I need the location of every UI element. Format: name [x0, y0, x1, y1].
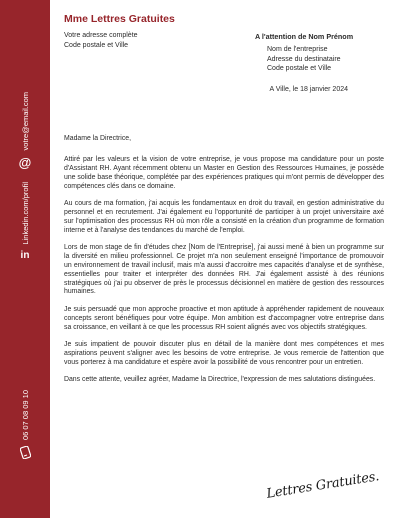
salutation: Madame la Directrice,	[64, 135, 132, 142]
sender-address-line: Code postale et Ville	[64, 41, 129, 49]
signature: Lettres Gratuites.	[265, 469, 381, 502]
at-icon: @	[18, 155, 32, 171]
email-text: votre@email.com	[20, 92, 30, 151]
date-line: A Ville, le 18 janvier 2024	[269, 86, 348, 93]
sender-address-line: Votre adresse complète	[64, 32, 138, 39]
recipient-line: Adresse du destinataire	[267, 55, 341, 63]
linkedin-text: Linkedin.com/profil	[20, 182, 30, 245]
sender-name: Mme Lettres Gratuites	[64, 13, 175, 25]
sender-address	[64, 31, 138, 50]
phone-contact	[0, 390, 50, 464]
recipient-line: Nom de l'entreprise	[267, 46, 328, 53]
paragraph: Lors de mon stage de fin d'études chez [Nom de l'Entreprise], j'ai aussi mené à bien un programme sur la diversité en milieu professionnel. Ce projet m'a non seulement enseigné l'importance de promouvoir un environnement de travail inclusif, mais m'a aussi d'accroitre mes capacités d'analyse et de synthèse, essentielles pour traiter et interpréter des données RH. J'ai également assisté à des réunions stratégiques où j'ai pu observer de près le processus décisionnel en matière de gestion des ressources humaines.	[64, 243, 384, 296]
paragraph: Je suis persuadé que mon approche proactive et mon aptitude à appréhender rapidement de nouveaux concepts seront bénéfiques pour votre équipe. Mon ambition est d'accompagner votre entreprise dans sa croissance, en veillant à ce que les processus RH soient alignés avec vos objectifs stratégiques.	[64, 305, 384, 331]
linkedin-contact	[0, 182, 50, 261]
paragraph: Je suis impatient de pouvoir discuter plus en détail de la manière dont mes compétences et mes aspirations peuvent s'aligner avec les besoins de votre entreprise. Je vous remercie de l'attention que vous porterez à ma candidature et espère avoir la possibilité de vous rencontrer pour un entretien.	[64, 340, 384, 366]
letter-body	[64, 135, 384, 393]
recipient-line: Code postale et Ville	[267, 65, 332, 72]
email-contact	[0, 92, 50, 169]
phone-icon	[20, 446, 31, 464]
recipient-title: A l'attention de Nom Prénom	[255, 32, 354, 41]
linkedin-icon: in	[20, 249, 30, 261]
sidebar	[0, 0, 50, 518]
recipient-address	[267, 45, 341, 74]
paragraph: Dans cette attente, veuillez agréer, Madame la Directrice, l'expression de mes salutations distinguées.	[64, 375, 376, 383]
paragraph: Attiré par les valeurs et la vision de votre entreprise, je vous propose ma candidature pour un poste d'Assistant RH. Ayant récemment obtenu un Master en Gestion des Ressources Humaines, je possède une solide base théorique, complétée par des expériences pratiques qui m'ont permis de développer des compétences clés dans ce domaine.	[64, 155, 384, 190]
phone-text: 06 07 08 09 10	[20, 390, 30, 441]
paragraph: Au cours de ma formation, j'ai acquis les fondamentaux en droit du travail, en gestion administrative du personnel et en recrutement. J'ai également eu l'opportunité de participer à un projet universitaire axé sur l'optimisation des processus RH où mon rôle a consisté en la création d'un programme de formation interne et à l'analyse des tendances du marché de l'emploi.	[64, 199, 384, 234]
